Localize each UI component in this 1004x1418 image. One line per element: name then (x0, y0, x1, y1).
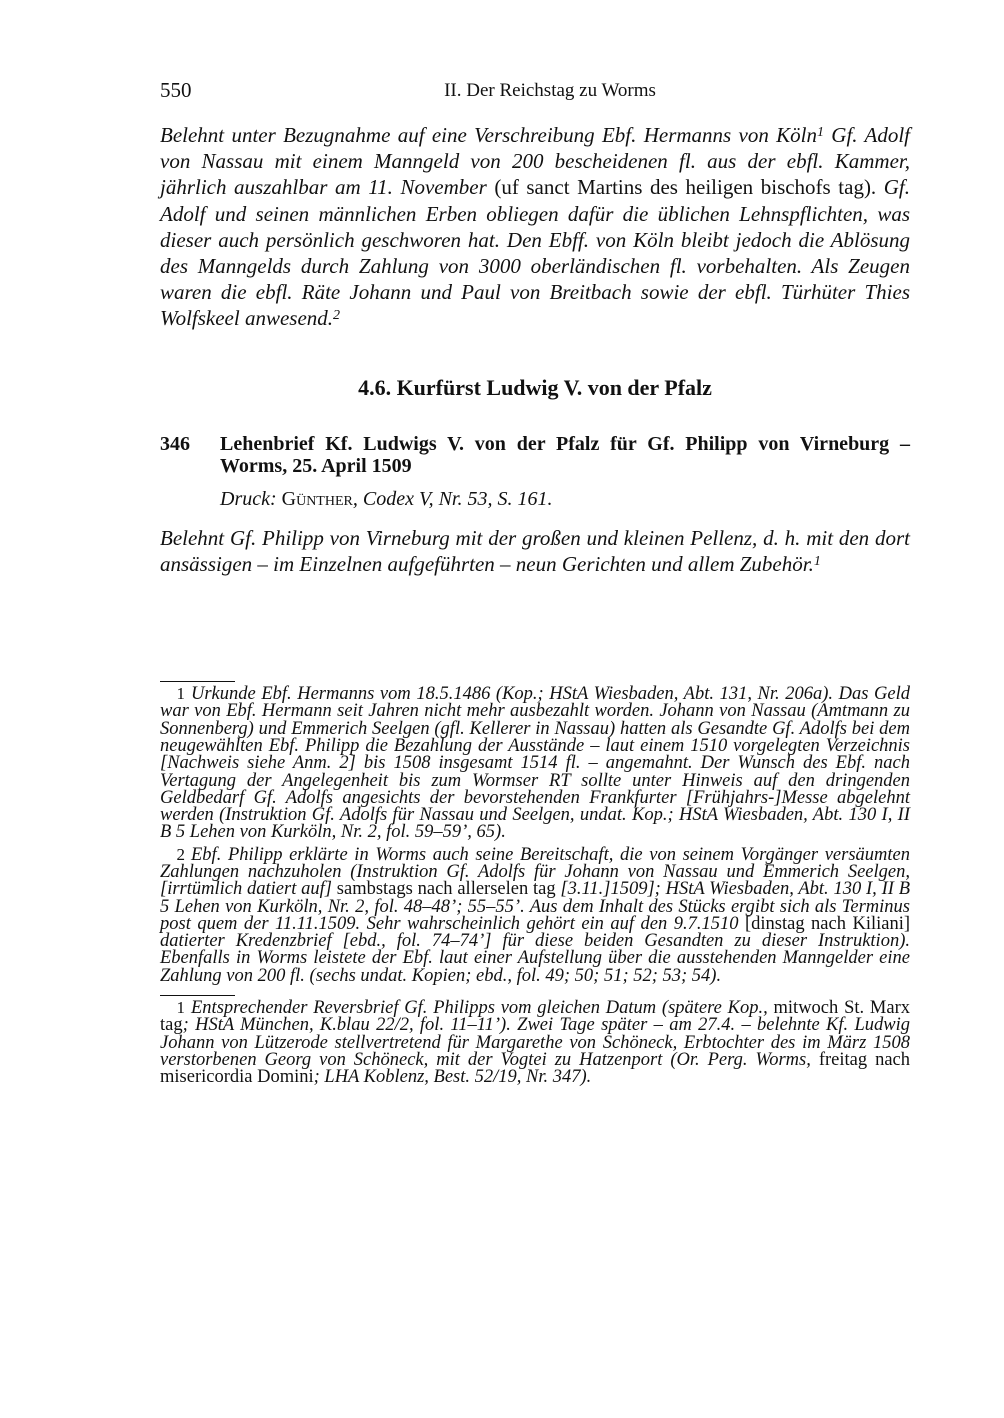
footnote (160, 846, 910, 985)
footnote-ref[interactable]: 1 (817, 125, 824, 140)
print-author: Günther (281, 487, 353, 510)
running-title: II. Der Reichstag zu Worms (444, 80, 656, 101)
regest-paragraph-346 (160, 525, 910, 577)
document-entry-346 (160, 433, 910, 511)
footnote-text: Entsprechender Reversbrief Gf. Philipps vom gleichen Datum (spätere Kop., (191, 998, 774, 1019)
footnote-text: Ebf. Philipp erklärte in Worms auch seine Bereitschaft, die von seinem Vorgänger versäumten Zahlungen nachzuholen (Instruktion Gf. Adolfs für Johann von Nassau und Emmerich Seelgen, [irrtümlich datiert auf] (160, 844, 910, 900)
document-title: Lehenbrief Kf. Ludwigs V. von der Pfalz für Gf. Philipp von Virneburg – Worms, 25. April 1509 (220, 432, 910, 477)
quoted-source-text: (uf sanct Martins des heiligen bischofs tag). (494, 175, 884, 200)
section-heading: 4.6. Kurfürst Ludwig V. von der Pfalz (358, 374, 712, 400)
footnote-text: Urkunde Ebf. Hermanns vom 18.5.1486 (Kop.; HStA Wiesbaden, Abt. 131, Nr. 206a). Das Geld war von Ebf. Hermann seit Jahren nicht mehr ausbezahlt worden. Johann von Nassau (Amtmann zu Sonnenberg) und Emmerich Seelgen (gfl. Kellerer in Nassau) hatten als Gesandte Gf. Adolfs bei dem neugewählten Ebf. Philipp die Bezahlung der Ausstände – laut einem 1510 vorgelegten Verzeichnis [Nachweis siehe Anm. 2] bis 1508 insgesamt 1514 fl. – angemahnt. Der Wunsch des Ebf. nach Vertagung der Angelegenheit bis zum Wormser RT sollte unter Hinweis auf den dringenden Geldbedarf Gf. Adolfs angesichts der bevorstehenden Frankfurter [Frühjahrs-]Messe abgelehnt werden (Instruktion Gf. Adolfs für Nassau und Seelgen, undat. Kop.; HStA Wiesbaden, Abt. 130 I, II B 5 Lehen von Kurköln, Nr. 2, fol. 59–59’, 65). (160, 684, 910, 843)
footnote (160, 999, 910, 1086)
footnote-number: 1 (176, 684, 185, 704)
quoted-source-text: freitag nach misericordia Domini (160, 1049, 910, 1088)
page-number: 550 (160, 78, 192, 102)
footnotes-block-345 (160, 681, 910, 985)
page-header (160, 78, 910, 106)
footnote-divider (160, 681, 235, 682)
print-details: , Codex V, Nr. 53, S. 161. (352, 487, 553, 510)
footnote (160, 685, 910, 842)
regest-text: Belehnt Gf. Philipp von Virneburg mit der großen und kleinen Pellenz, d. h. mit den dort ansässigen – im Einzelnen aufgeführten – neun Gerichten und allem Zubehör. (160, 525, 910, 576)
quoted-source-text: mitwoch St. Marx tag (160, 998, 910, 1036)
regest-paragraph-345 (160, 122, 910, 332)
footnote-ref[interactable]: 2 (333, 308, 341, 324)
quoted-source-text: [dinstag nach Kiliani] (744, 913, 910, 934)
regest-text: Gf. Adolf von Nassau mit einem Manngeld von 200 bescheidenen fl. aus der ebfl. Kammer, jährlich auszahlbar am 11. November (160, 123, 910, 200)
footnotes-block-346 (160, 995, 910, 1086)
footnote-text: datierter Kredenzbrief [ebd., fol. 74–74’] für diese beiden Gesandten zu dieser Instruktion). Ebenfalls in Worms leistete der Ebf. laut einer Aufstellung über die ausstehenden Manngelder eine Zahlung von 200 fl. (sechs undat. Kopien; ebd., fol. 49; 50; 51; 52; 53; 54). (160, 931, 910, 986)
footnote-text: [3.11.]1509]; HStA Wiesbaden, Abt. 130 I, II B 5 Lehen von Kurköln, Nr. 2, fol. 48–48’; 55–55’. Aus dem Inhalt des Stücks ergibt sich als Terminus post quem der 11.11.1509. Sehr wahrscheinlich gehört ein auf den 9.7.1510 (160, 879, 910, 934)
footnote-text: ; HStA München, K.blau 22/2, fol. 11–11’). Zwei Tage später – am 27.4. – belehnte Kf. Ludwig Johann von Lützerode stellvertretend für Margarethe von Schöneck, Erbtochter des im März 1508 verstorbenen Georg von Schöneck, mit der Vogtei zu Hatzenport (Or. Perg. Worms, (160, 1015, 910, 1070)
footnote-text: ; LHA Koblenz, Best. 52/19, Nr. 347). (313, 1067, 592, 1088)
regest-text: Gf. Adolf und seinen männlichen Erben obliegen dafür die üblichen Lehnspflichten, was dieser auch persönlich geschworen hat. Den Ebff. von Köln bleibt jedoch die Ablösung des Manngelds durch Zahlung von 3000 oberländischen fl. vorbehalten. Als Zeugen waren die ebfl. Räte Johann und Paul von Breitbach sowie der ebfl. Türhüter Thies Wolfskeel anwesend. (160, 175, 910, 331)
print-reference (220, 487, 910, 511)
regest-text: Belehnt unter Bezugnahme auf eine Verschreibung Ebf. Hermanns von Köln (160, 123, 817, 147)
document-number: 346 (160, 432, 190, 455)
footnote-number: 1 (176, 998, 185, 1018)
print-label: Druck: (220, 487, 277, 510)
footnote-divider (160, 995, 235, 996)
footnote-number: 2 (176, 844, 185, 864)
footnote-ref[interactable]: 1 (813, 553, 821, 569)
page (160, 78, 910, 1087)
quoted-source-text: sambstags nach allerselen tag (336, 879, 556, 900)
